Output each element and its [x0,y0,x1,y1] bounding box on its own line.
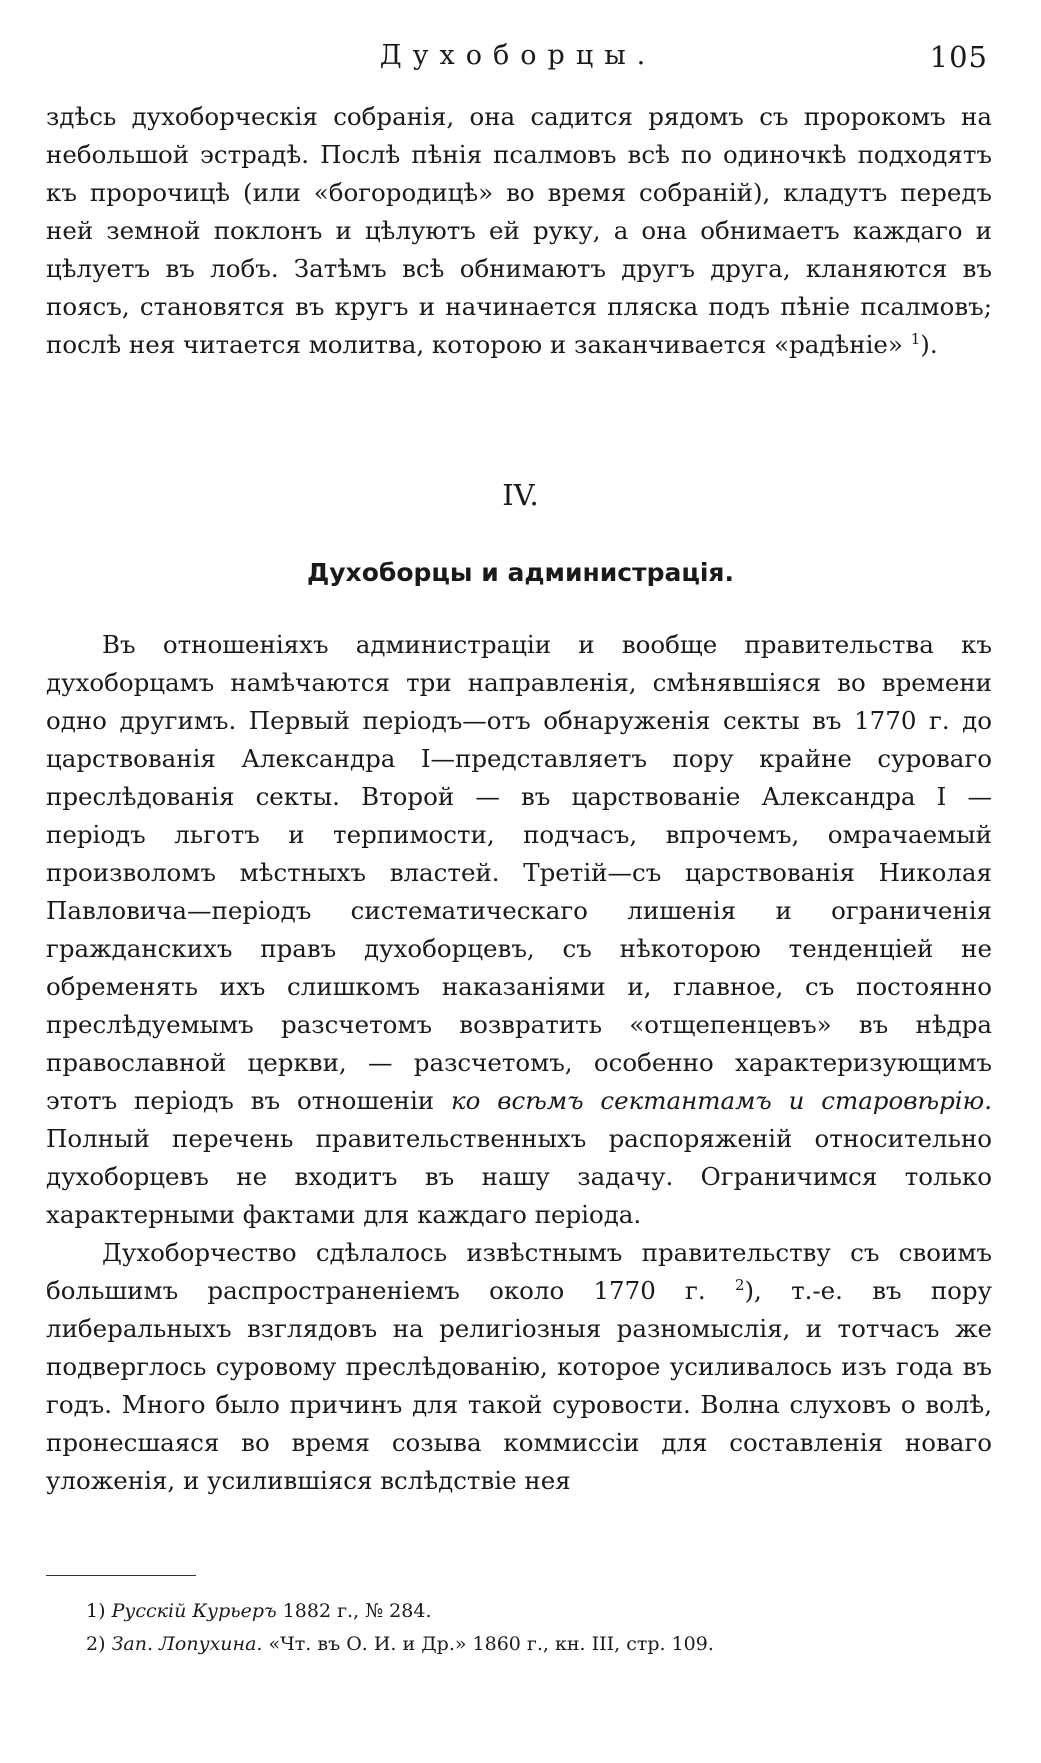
paragraph-continuation [46,98,992,364]
section-title: Духоборцы и администрація. [307,558,734,587]
paragraph-1-text: здѣсь духоборческія собранія, она садится рядомъ съ пророкомъ на небольшой эстрадѣ. Послѣ пѣнія псалмовъ всѣ по одиночкѣ подходятъ къ пророчицѣ (или «богородицѣ» во время собраній), кладутъ передъ ней земной поклонъ и цѣлуютъ ей руку, а она обнимаетъ каждаго и цѣлуетъ въ лобъ. Затѣмъ всѣ обнимаютъ другъ друга, кланяются въ поясъ, становятся въ кругъ и начинается пляска подъ пѣніе псалмовъ; послѣ нея читается молитва, которою и заканчивается «радѣніе» [46,102,992,359]
footnote-1-details: 1882 г., № 284. [276,1600,432,1622]
paragraph-2 [46,626,992,1234]
running-head [48,40,988,80]
paragraph-1-end: ). [920,330,938,359]
footnote-2-details: «Чт. въ О. И. и Др.» 1860 г., кн. III, стр. 109. [262,1633,714,1655]
footnote-2 [86,1628,986,1661]
footnote-2-mark: 2) [86,1633,106,1655]
paragraph-3-text-b: ), т.-е. въ пору либеральныхъ взглядовъ на религіозныя разномыслія, и тотчасъ же подверглось суровому преслѣдованію, которое усиливалось изъ года въ годъ. Много было причинъ для такой суровости. Волна слуховъ о волѣ, пронесшаяся во время созыва коммиссіи для составленія новаго уложенія, и усилившіяся вслѣдствіе нея [46,1276,993,1495]
paragraph-3 [46,1234,992,1500]
paragraph-1 [46,98,992,364]
footnote-2-source: Зап. Лопухина. [111,1633,263,1655]
footnote-ref-1: 1 [910,329,921,348]
paragraph-2-text-a: Въ отношеніяхъ администраціи и вообще правительства къ духоборцамъ намѣчаются три направленія, смѣнявшіяся во времени одно другимъ. Первый періодъ—отъ обнаруженія секты въ 1770 г. до царствованія Александра I—представляетъ пору крайне суроваго преслѣдованія секты. Второй — въ царствованіе Александра I — періодъ льготъ и терпимости, подчасъ, впрочемъ, омрачаемый произволомъ мѣстныхъ властей. Третій—съ царствованія Николая Павловича—періодъ систематическаго лишенія и ограниченія гражданскихъ правъ духоборцевъ, съ нѣкоторою тенденціей не обременять ихъ слишкомъ наказаніями и, главное, съ постоянно преслѣдуемымъ разсчетомъ возвратить «отщепенцевъ» въ нѣдра православной церкви, — разсчетомъ, особенно характеризующимъ этотъ періодъ въ отношеніи [46,630,992,1115]
paragraph-2-italic: ко всѣмъ сектантамъ и старовѣрію. [451,1086,992,1115]
page-number: 105 [929,40,988,74]
footnote-ref-2: 2 [734,1275,745,1294]
footnote-divider [46,1575,196,1576]
footnote-1 [86,1595,986,1628]
chapter-number: IV. [502,478,539,512]
footnotes [86,1595,986,1661]
main-text [46,626,992,1500]
footnote-1-mark: 1) [86,1600,106,1622]
paragraph-3-text-a: Духоборчество сдѣлалось извѣстнымъ правительству съ своимъ большимъ распространеніемъ около 1770 г. [46,1238,992,1305]
footnote-1-source: Русскій Курьеръ [111,1600,277,1622]
running-title: Духоборцы. [379,40,657,71]
paragraph-2-text-b: Полный перечень правительственныхъ распоряженій относительно духоборцевъ не входитъ въ нашу задачу. Ограничимся только характерными фактами для каждаго періода. [46,1124,992,1229]
